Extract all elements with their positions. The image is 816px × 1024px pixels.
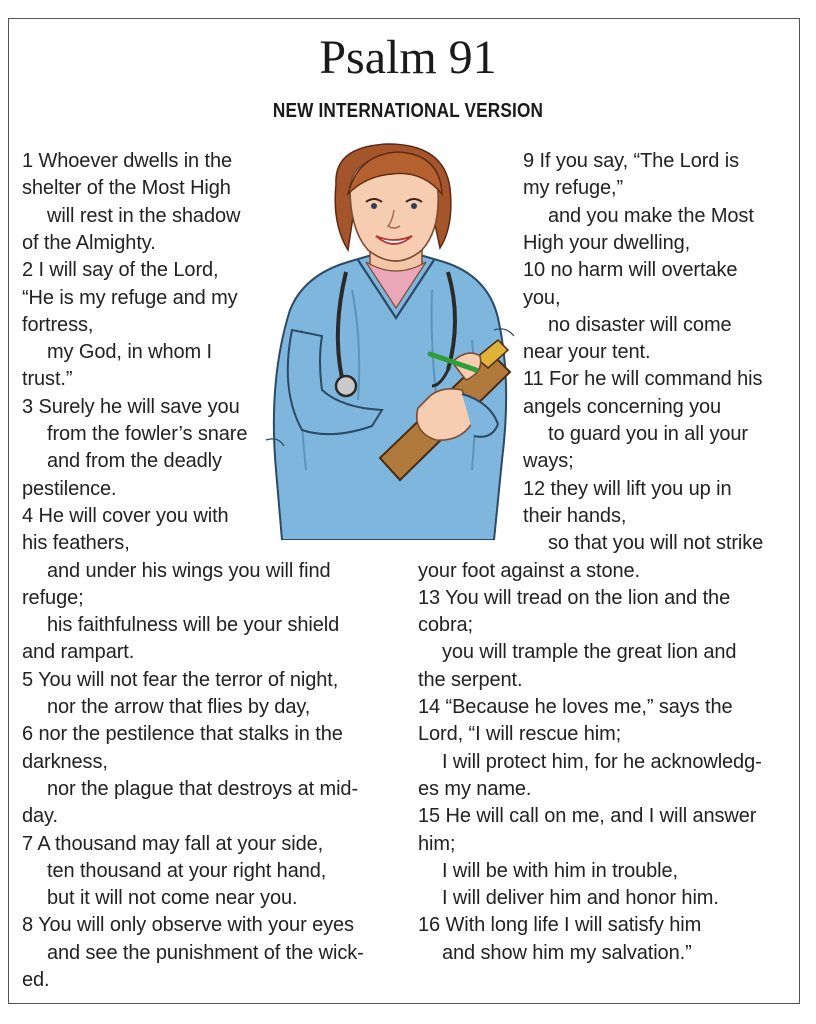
left-verse-line: and see the punishment of the wick- [47, 941, 364, 964]
right-verse-line: 14 “Because he loves me,” says the [418, 696, 733, 718]
right-verse-line: so that you will not strike [548, 532, 764, 555]
right-verse-line: your foot against a stone. [418, 559, 640, 582]
left-verse-line: “He is my refuge and my [22, 286, 238, 309]
nurse-with-clipboard-icon [262, 140, 524, 540]
left-verse-line: 5 You will not fear the terror of night, [22, 668, 339, 691]
left-verse-line: trust.” [22, 368, 73, 391]
page-title: Psalm 91 [319, 31, 497, 84]
left-verse-line: my God, in whom I [47, 341, 213, 364]
right-verse-line: cobra; [418, 614, 473, 637]
right-verse-line: 16 With long life I will satisfy him [418, 914, 702, 937]
right-verse-line: 9 If you say, “The Lord is [523, 150, 740, 172]
left-verse-line: shelter of the Most High [22, 177, 231, 200]
left-verse-line: of the Almighty. [22, 231, 156, 254]
left-verse-line: will rest in the shadow [47, 204, 241, 227]
right-verse-line: their hands, [523, 504, 627, 527]
right-verse-line: es my name. [418, 777, 532, 800]
left-verse-line: refuge; [22, 586, 84, 609]
right-verse-line: the serpent. [418, 668, 523, 691]
left-verse-line: 1 Whoever dwells in the [22, 150, 233, 172]
left-verse-line: 2 I will say of the Lord, [22, 259, 219, 282]
left-verse-line: 3 Surely he will save you [22, 395, 240, 418]
left-verse-line: 7 A thousand may fall at your side, [22, 832, 324, 855]
left-verse-line: nor the plague that destroys at mid- [47, 777, 359, 800]
right-verse-line: I will protect him, for he acknowledg- [442, 750, 762, 773]
left-verse-line: and under his wings you will find [47, 559, 331, 582]
left-verse-line: 6 nor the pestilence that stalks in the [22, 723, 343, 746]
right-verse-line: near your tent. [523, 341, 651, 364]
right-verse-line: you will trample the great lion and [442, 641, 737, 664]
right-verse-line: and show him my salvation.” [442, 941, 692, 964]
left-verse-line: pestilence. [22, 477, 117, 500]
right-verse-line: you, [523, 286, 561, 309]
right-verse-line: my refuge,” [523, 177, 624, 200]
right-verse-line: ways; [523, 450, 574, 473]
left-verse-line: fortress, [22, 313, 94, 336]
right-verse-line: 13 You will tread on the lion and the [418, 586, 731, 609]
right-verse-line: 12 they will lift you up in [523, 477, 732, 500]
right-verse-line: to guard you in all your [548, 423, 748, 445]
version-subtitle: NEW INTERNATIONAL VERSION [272, 100, 544, 122]
right-verse-line: and you make the Most [548, 204, 754, 227]
right-verse-line: 15 He will call on me, and I will answer [418, 805, 757, 828]
right-verse-line: no disaster will come [548, 313, 732, 336]
left-verse-line: 8 You will only observe with your eyes [22, 914, 354, 937]
right-verse-line: him; [418, 832, 456, 855]
right-verse-line: Lord, “I will rescue him; [418, 723, 622, 746]
left-verse-line: ten thousand at your right hand, [47, 859, 327, 882]
left-verse-line: darkness, [22, 750, 108, 773]
left-verse-line: his faithfulness will be your shield [47, 614, 340, 637]
left-verse-line: nor the arrow that flies by day, [47, 696, 311, 718]
right-verse-line: High your dwelling, [523, 231, 691, 254]
right-verse-line: angels concerning you [523, 395, 722, 418]
left-verse-line: ed. [22, 969, 50, 991]
left-verse-line: 4 He will cover you with [22, 504, 229, 527]
left-verse-line: from the fowler’s snare [47, 423, 248, 445]
right-verse-line: 11 For he will command his [523, 368, 763, 391]
left-verse-line: day. [22, 805, 58, 828]
left-verse-line: his feathers, [22, 532, 130, 555]
left-verse-line: and from the deadly [47, 450, 222, 473]
left-verse-line: and rampart. [22, 641, 135, 664]
right-verse-line: I will be with him in trouble, [442, 859, 678, 882]
right-verse-line: I will deliver him and honor him. [442, 887, 719, 910]
left-verse-line: but it will not come near you. [47, 887, 298, 910]
right-verse-line: 10 no harm will overtake [523, 259, 738, 282]
